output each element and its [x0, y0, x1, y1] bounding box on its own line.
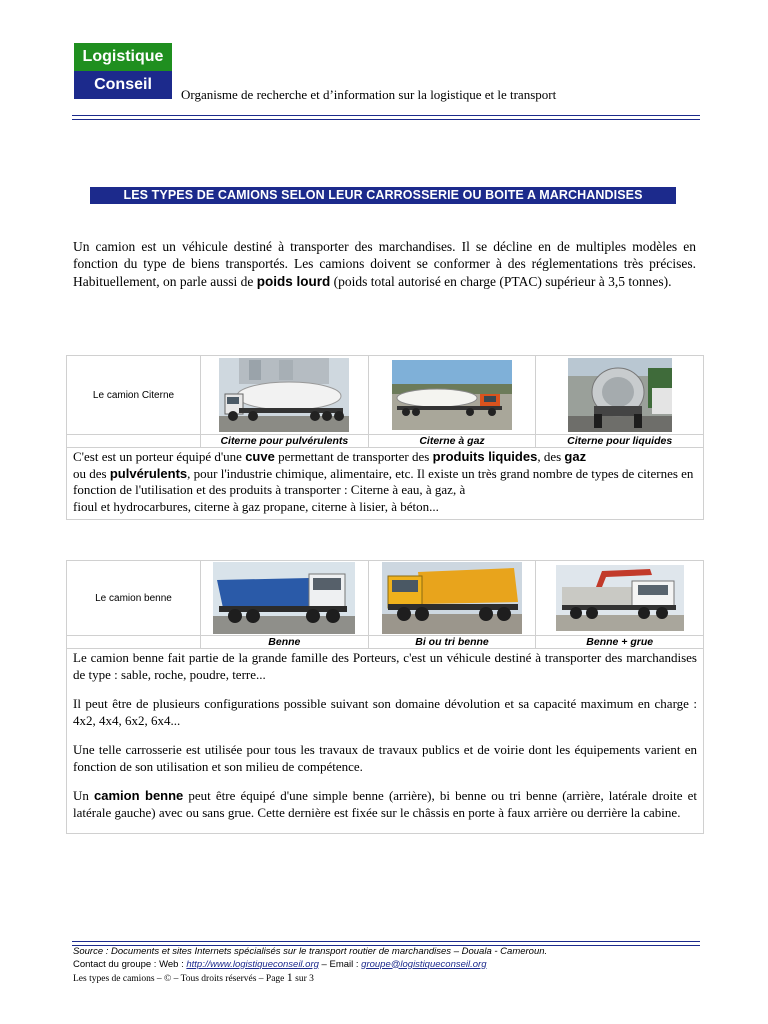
- citerne-desc-bold: pulvérulents: [109, 465, 188, 481]
- benne-caption-1: Benne: [201, 636, 369, 648]
- citerne-caption-blank: [67, 435, 201, 447]
- benne-caption-2: Bi ou tri benne: [369, 636, 537, 648]
- benne-caption-blank: [67, 636, 201, 648]
- citerne-desc-text: , pour l'industrie chimique, alimentaire, etc. Il existe un très grand nombre de types de citernes en fonction de l'utilisation et des produits à transporter : Citerne à eau, à gaz, à: [73, 465, 694, 497]
- logo: [74, 43, 172, 99]
- gas-tanker-truck-photo: [392, 360, 512, 430]
- citerne-image-cell-1: [201, 356, 369, 434]
- citerne-desc-text: permettant de transporter des: [274, 449, 433, 464]
- footer-email-link[interactable]: groupe@logistiqueconseil.org: [361, 958, 487, 970]
- citerne-table: [66, 355, 704, 520]
- benne-image-cell-3: [536, 561, 703, 635]
- citerne-desc-text: fioul et hydrocarbures, citerne à gaz propane, citerne à lisier, à béton...: [73, 498, 439, 514]
- benne-p4-bold: camion benne: [94, 788, 184, 803]
- footer-email-prefix: – Email :: [318, 958, 362, 970]
- tagline: Organisme de recherche et d’information sur la logistique et le transport: [181, 87, 557, 102]
- liquid-tanker-truck-photo: [568, 358, 672, 432]
- benne-description: [67, 648, 703, 833]
- benne-label: Le camion benne: [67, 561, 201, 635]
- citerne-desc-bold: gaz: [564, 449, 587, 464]
- logo-bottom-text: Conseil: [74, 71, 172, 99]
- benne-paragraph-3: Une telle carrosserie est utilisée pour tous les travaux de travaux publics et de voirie dont les équipements varient en fonction de son utilisation et son milieu de compétence.: [73, 742, 697, 774]
- footer-page-number: 1: [286, 970, 293, 984]
- benne-p4-text: peut être équipé d'une simple benne (arrière), bi benne ou tri benne (arrière, latérale droite et latérale gauche) avec ou sans grue. Cette dernière est fixée sur le châssis en porte à faux arrière ou derrière la cabine.: [73, 788, 697, 820]
- intro-paragraph: [73, 238, 696, 290]
- citerne-desc-text: ou des: [73, 465, 110, 481]
- footer: [73, 946, 701, 986]
- benne-p4-text: Un: [73, 788, 95, 803]
- benne-paragraph-2: Il peut être de plusieurs configurations possible suivant son domaine dévolution et sa capacité maximum en charge : 4x2, 4x4, 6x2, 6x4...: [73, 696, 697, 728]
- footer-source: Source : Documents et sites Internets spécialisés sur le transport routier de marchandises – Douala - Cameroun.: [73, 946, 548, 957]
- citerne-caption-3: Citerne pour liquides: [567, 435, 673, 447]
- citerne-desc-text: C'est est un porteur équipé d'une: [73, 449, 246, 464]
- citerne-label: Le camion Citerne: [67, 356, 201, 434]
- page-heading: LES TYPES DE CAMIONS SELON LEUR CARROSSERIE OU BOITE A MARCHANDISES: [90, 187, 676, 204]
- benne-paragraph-1: Le camion benne fait partie de la grande famille des Porteurs, c'est un véhicule destiné à transporter des marchandises de type : sable, roche, poudre, terre...: [73, 650, 697, 682]
- header-divider: [72, 115, 700, 120]
- silo-tanker-truck-photo: [219, 358, 349, 432]
- footer-page-line: [73, 971, 701, 986]
- citerne-desc-bold: produits liquides: [432, 449, 538, 464]
- citerne-description: [67, 447, 703, 519]
- yellow-dump-truck-photo: [382, 562, 522, 634]
- citerne-desc-bold: cuve: [245, 449, 275, 464]
- footer-page-suffix: sur 3: [292, 974, 314, 984]
- benne-table: [66, 560, 704, 834]
- citerne-caption-2: Citerne à gaz: [369, 435, 537, 447]
- footer-web-link[interactable]: http://www.logistiqueconseil.org: [186, 958, 319, 970]
- logo-top-text: Logistique: [74, 43, 172, 71]
- citerne-caption-1: Citerne pour pulvérulents: [201, 435, 369, 447]
- benne-image-cell-1: [201, 561, 369, 635]
- benne-paragraph-4: [73, 788, 697, 821]
- intro-text-1: Un camion est un véhicule destiné à transporter des marchandises. Il se décline en de multiples modèles en fonction du type de biens transportés. Les camions doivent se conformer à des réglementations très précises. Habituellement, on parle aussi de: [73, 239, 696, 289]
- intro-text-2: (poids total autorisé en charge (PTAC) supérieur à 3,5 tonnes).: [330, 273, 672, 289]
- citerne-image-cell-3: [536, 356, 703, 434]
- crane-truck-photo: [556, 565, 684, 631]
- blue-dump-truck-photo: [213, 562, 355, 634]
- citerne-image-cell-2: [369, 356, 537, 434]
- footer-contact-prefix: Contact du groupe : Web :: [73, 958, 187, 970]
- intro-bold: poids lourd: [256, 273, 331, 289]
- footer-contact: [73, 959, 701, 972]
- footer-page-prefix: Les types de camions – © – Tous droits réservés – Page: [73, 974, 287, 984]
- benne-image-cell-2: [369, 561, 537, 635]
- citerne-desc-text: , des: [537, 449, 565, 464]
- benne-caption-3: Benne + grue: [586, 636, 654, 648]
